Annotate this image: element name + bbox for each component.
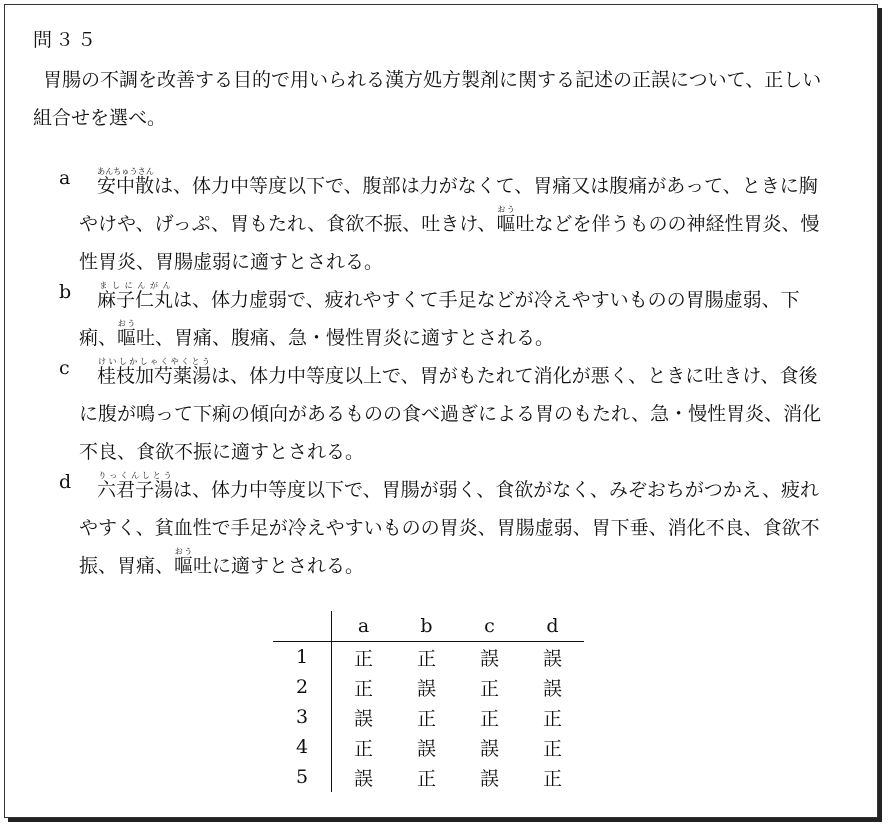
answer-cell: 誤 [479, 767, 499, 790]
answer-cell: 正 [353, 647, 373, 670]
ruby-kanji: 嘔おう [174, 547, 194, 577]
ruby-kanji: 嘔おう [496, 205, 516, 235]
formula-name: 麻子仁丸ましにんがん [97, 281, 174, 311]
statement-b [59, 281, 829, 357]
choice-number: 5 [273, 762, 332, 792]
answer-cell: 正 [542, 767, 562, 790]
ruby-kanji: 嘔おう [117, 319, 137, 349]
answer-cell: 正 [416, 647, 436, 670]
statement-letter: d [59, 471, 72, 493]
answer-table-header [273, 611, 584, 642]
answer-cell: 誤 [353, 707, 373, 730]
statement-body: 安中散あんちゅうさんは、体力中等度以下で、腹部は力がなくて、胃痛又は腹痛があって、ときに胸やけや、げっぷ、胃もたれ、食欲不振、吐きけ、嘔おう吐などを伴うものの神経性胃炎、慢性胃炎、胃腸虚弱に適すとされる。 [79, 167, 820, 273]
formula-name: 安中散あんちゅうさん [97, 167, 155, 197]
statement-d [59, 471, 829, 585]
statement-body: 桂枝加芍薬湯けいしかしゃくやくとうは、体力中等度以上で、胃がもたれて消化が悪く、ときに吐きけ、食後に腹が鳴って下痢の傾向があるものの食べ過ぎによる胃のもたれ、急・慢性胃炎、消化不良、食欲不振に適すとされる。 [79, 357, 822, 463]
statement-letter: c [59, 357, 70, 379]
statement-c [59, 357, 829, 471]
table-row [273, 762, 584, 792]
answer-cell: 誤 [542, 677, 562, 700]
answer-cell: 正 [416, 707, 436, 730]
statement-body: 六君子湯りっくんしとうは、体力中等度以下で、胃腸が弱く、食欲がなく、みぞおちがつかえ、疲れやすく、貧血性で手足が冷えやすいものの胃炎、胃腸虚弱、胃下垂、消化不良、食欲不振、胃痛、嘔おう吐に適すとされる。 [79, 471, 820, 577]
answer-cell: 正 [542, 737, 562, 760]
choice-number: 1 [273, 642, 332, 673]
question-frame [4, 4, 878, 818]
statement-letter: a [59, 167, 71, 189]
table-row [273, 702, 584, 732]
answer-cell: 誤 [479, 737, 499, 760]
answer-cell: 正 [353, 677, 373, 700]
answer-cell: 誤 [416, 737, 436, 760]
header-cell: a [332, 611, 396, 642]
statement-letter: b [59, 281, 72, 303]
header-cell: b [395, 611, 458, 642]
table-row [273, 672, 584, 702]
header-cell: c [458, 611, 521, 642]
choice-number: 2 [273, 672, 332, 702]
table-row [273, 732, 584, 762]
question-number: 問３５ [33, 29, 100, 51]
answer-cell: 正 [479, 707, 499, 730]
answer-cell: 誤 [479, 647, 499, 670]
answer-table [273, 611, 584, 792]
answer-cell: 正 [542, 707, 562, 730]
answer-cell: 正 [353, 737, 373, 760]
answer-cell: 誤 [353, 767, 373, 790]
statement-a [59, 167, 829, 281]
choice-number: 3 [273, 702, 332, 732]
answer-cell: 誤 [542, 647, 562, 670]
choice-number: 4 [273, 732, 332, 762]
formula-name: 桂枝加芍薬湯けいしかしゃくやくとう [97, 357, 212, 387]
question-stem: 胃腸の不調を改善する目的で用いられる漢方処方製剤に関する記述の正誤について、正しい組合せを選べ。 [33, 69, 822, 129]
answer-cell: 正 [479, 677, 499, 700]
statement-body: 麻子仁丸ましにんがんは、体力虚弱で、疲れやすくて手足などが冷えやすいものの胃腸虚弱、下痢、嘔おう吐、胃痛、腹痛、急・慢性胃炎に適すとされる。 [79, 281, 800, 349]
header-blank [273, 611, 332, 642]
answer-cell: 誤 [416, 677, 436, 700]
table-row [273, 642, 584, 673]
header-cell: d [521, 611, 584, 642]
answer-cell: 正 [416, 767, 436, 790]
formula-name: 六君子湯りっくんしとう [97, 471, 174, 501]
